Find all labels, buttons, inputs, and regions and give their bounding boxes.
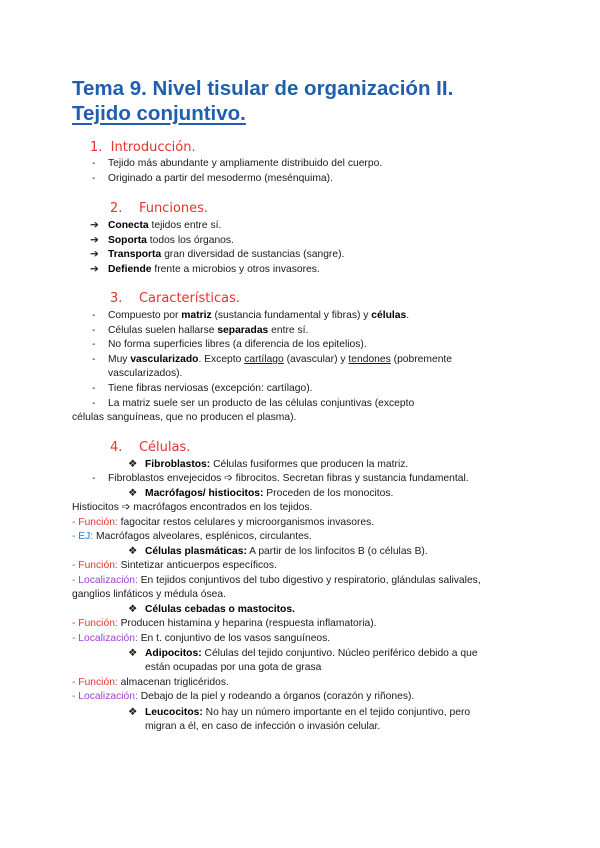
celula-cebadas: Células cebadas o mastocitos. — [145, 604, 295, 615]
dash-marker: - — [92, 173, 96, 184]
caracteristica-vascularizado: Muy vascularizado. Excepto cartílago (avascular) y tendones (pobremente — [108, 354, 453, 365]
plasmaticas-funcion: - Función: Sintetizar anticuerpos específicos. — [72, 560, 277, 571]
celula-adipocitos: Adipocitos: Células del tejido conjuntivo. Núcleo periférico debido a que — [145, 648, 478, 659]
fibroblastos-envejecidos: Fibroblastos envejecidos ➩ fibrocitos. Secretan fibras y sustancia fundamental. — [108, 473, 469, 484]
dash-marker: - — [92, 339, 96, 350]
histiocitos-note: Histiocitos ➩ macrófagos encontrados en los tejidos. — [72, 502, 313, 513]
adipocitos-localizacion: - Localización: Debajo de la piel y rodeando a órganos (corazón y riñones). — [72, 691, 415, 702]
arrow-marker: ➔ — [90, 264, 99, 275]
cebadas-localizacion: - Localización: En t. conjuntivo de los vasos sanguíneos. — [72, 633, 331, 644]
arrow-marker: ➔ — [90, 249, 99, 260]
macrofagos-funcion: - Función: fagocitar restos celulares y microorganismos invasores. — [72, 517, 375, 528]
funcion-item-transporta: Transporta gran diversidad de sustancias (sangre). — [108, 249, 345, 260]
diamond-marker: ❖ — [128, 546, 138, 557]
heading-celulas: 4. Células. — [110, 440, 191, 455]
intro-item-2: Originado a partir del mesodermo (mesénquima). — [108, 173, 333, 184]
caracteristica-matriz-producto: La matriz suele ser un producto de las células conjuntivas (excepto — [108, 398, 415, 409]
diamond-marker: ❖ — [128, 488, 138, 499]
plasmaticas-localizacion-cont: ganglios linfáticos y médula ósea. — [72, 589, 226, 600]
caracteristica-separadas: Células suelen hallarse separadas entre sí. — [108, 325, 309, 336]
funcion-item-defiende: Defiende frente a microbios y otros invasores. — [108, 264, 320, 275]
plasmaticas-localizacion: - Localización: En tejidos conjuntivos del tubo digestivo y respiratorio, glándulas salivales, — [72, 575, 481, 586]
diamond-marker: ❖ — [128, 459, 138, 470]
dash-marker: - — [92, 158, 96, 169]
dash-marker: - — [92, 398, 96, 409]
cebadas-funcion: - Función: Producen histamina y heparina (respuesta inflamatoria). — [72, 618, 377, 629]
celula-fibroblastos: Fibroblastos: Células fusiformes que producen la matriz. — [145, 459, 409, 470]
heading-introduccion: 1. Introducción. — [90, 140, 196, 155]
dash-marker: - — [92, 473, 96, 484]
dash-marker: - — [92, 310, 96, 321]
heading-funciones: 2. Funciones. — [110, 201, 209, 216]
dash-marker: - — [92, 325, 96, 336]
celula-plasmaticas: Células plasmáticas: A partir de los linfocitos B (o células B). — [145, 546, 428, 557]
celula-leucocitos: Leucocitos: No hay un número importante en el tejido conjuntivo, pero — [145, 707, 471, 718]
caracteristica-vascularizado-cont: vascularizados). — [108, 368, 183, 379]
caracteristica-superficies: No forma superficies libres (a diferencia de los epitelios). — [108, 339, 367, 350]
arrow-marker: ➔ — [90, 235, 99, 246]
caracteristica-matriz-producto-cont: células sanguíneas, que no producen el plasma). — [72, 412, 297, 423]
title-line-1: Tema 9. Nivel tisular de organización II. — [72, 77, 454, 100]
page-title — [72, 76, 453, 126]
dash-marker: - — [92, 383, 96, 394]
funcion-item-soporta: Soporta todos los órganos. — [108, 235, 234, 246]
arrow-marker: ➔ — [90, 220, 99, 231]
caracteristica-matriz: Compuesto por matriz (sustancia fundamental y fibras) y células. — [108, 310, 410, 321]
diamond-marker: ❖ — [128, 648, 138, 659]
adipocitos-cont: están ocupadas por una gota de grasa — [145, 662, 322, 673]
intro-item-1: Tejido más abundante y ampliamente distribuido del cuerpo. — [108, 158, 383, 169]
adipocitos-funcion: - Función: almacenan triglicéridos. — [72, 677, 229, 688]
funcion-item-conecta: Conecta tejidos entre sí. — [108, 220, 222, 231]
macrofagos-ejemplo: - EJ: Macrófagos alveolares, esplénicos, circulantes. — [72, 531, 312, 542]
leucocitos-cont: migran a él, en caso de infección o invasión celular. — [145, 721, 381, 732]
diamond-marker: ❖ — [128, 707, 138, 718]
heading-caracteristicas: 3. Características. — [110, 291, 240, 306]
celula-macrofagos: Macrófagos/ histiocitos: Proceden de los monocitos. — [145, 488, 394, 499]
dash-marker: - — [92, 354, 96, 365]
diamond-marker: ❖ — [128, 604, 138, 615]
caracteristica-fibras-nerviosas: Tiene fibras nerviosas (excepción: cartílago). — [108, 383, 313, 394]
title-line-2: Tejido conjuntivo. — [72, 102, 246, 125]
